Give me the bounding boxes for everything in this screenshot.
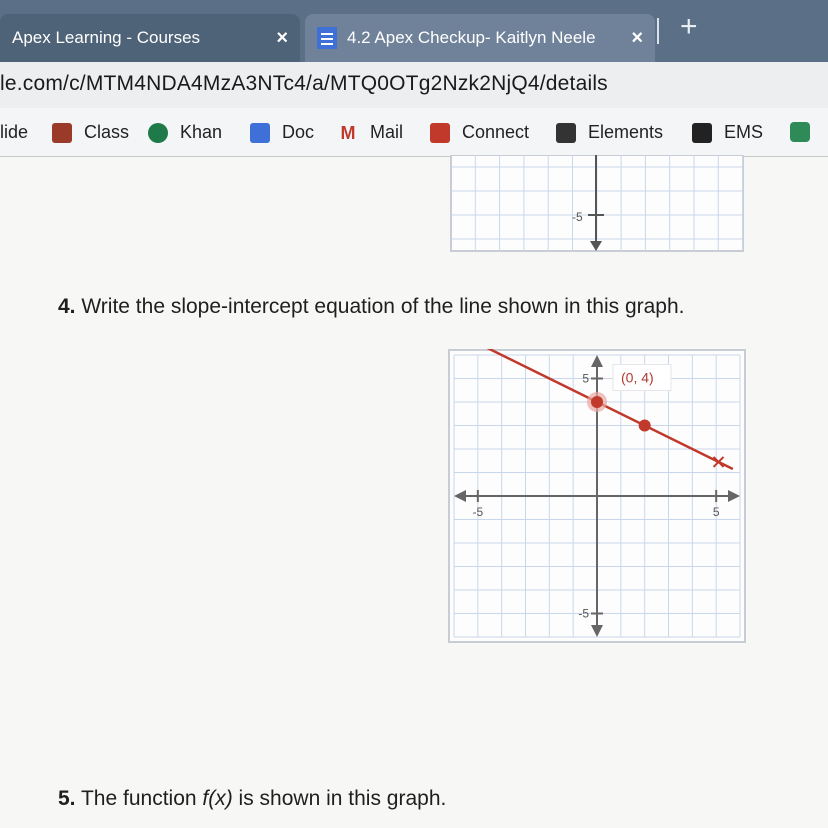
- y-tick-label-pos: 5: [582, 371, 589, 386]
- close-tab-icon[interactable]: ×: [276, 26, 288, 49]
- bookmarks-bar: [0, 108, 828, 157]
- y-tick-label-neg: -5: [578, 606, 589, 621]
- question-text-before: The function: [80, 787, 203, 810]
- tab-title: Apex Learning - Courses: [12, 28, 201, 47]
- docs-icon: [250, 123, 270, 143]
- data-point: [639, 420, 651, 432]
- tab-apex-checkup[interactable]: [305, 14, 655, 62]
- bookmark-khan[interactable]: [148, 122, 222, 143]
- connect-icon: [430, 123, 450, 143]
- bookmark-doc[interactable]: [250, 122, 314, 143]
- docs-icon: [317, 27, 337, 49]
- bookmark-label: Elements: [588, 122, 664, 142]
- bookmark-connect[interactable]: [430, 122, 529, 143]
- bookmark-label: EMS: [724, 122, 764, 142]
- cube-icon: [790, 122, 810, 142]
- bookmark-more[interactable]: [790, 122, 822, 142]
- new-tab-button[interactable]: +: [680, 10, 698, 43]
- elements-icon: [556, 123, 576, 143]
- bookmark-elements[interactable]: [556, 122, 663, 143]
- question-text: Write the slope-intercept equation of the line shown in this graph.: [81, 295, 685, 318]
- tab-strip: [0, 0, 828, 62]
- gmail-icon: M: [340, 122, 356, 143]
- question-text-after: is shown in this graph.: [232, 787, 447, 810]
- bookmark-class[interactable]: [52, 122, 129, 143]
- question-5: [58, 787, 446, 811]
- function-name: f(x): [202, 787, 233, 810]
- tab-separator: [657, 18, 659, 44]
- page-content: [0, 157, 828, 828]
- point-label-text: (0, 4): [621, 369, 654, 386]
- x-tick-label-neg: -5: [472, 505, 484, 519]
- previous-graph: [450, 155, 745, 255]
- bookmark-label: Connect: [462, 122, 530, 142]
- url-text[interactable]: le.com/c/MTM4NDA4MzA3NTc4/a/MTQ0OTg2Nzk2NjQ4/details: [0, 72, 608, 95]
- bookmark-mail[interactable]: [338, 122, 403, 143]
- tab-apex-learning[interactable]: [0, 14, 300, 62]
- classroom-icon: [52, 123, 72, 143]
- question-number: 4.: [58, 295, 76, 318]
- question-4: [58, 295, 685, 319]
- bookmark-label: Khan: [180, 122, 223, 142]
- tab-title: 4.2 Apex Checkup- Kaitlyn Neele: [347, 28, 596, 47]
- question-number: 5.: [58, 787, 76, 810]
- khan-icon: [148, 123, 168, 143]
- point-label: [613, 365, 671, 391]
- x-tick-label-pos: 5: [712, 505, 720, 519]
- bookmark-label: Mail: [370, 122, 404, 142]
- bookmark-label: lide: [0, 122, 29, 142]
- close-tab-icon[interactable]: ×: [631, 26, 643, 49]
- bookmark-label: Doc: [282, 122, 315, 142]
- bookmark-slides[interactable]: [0, 122, 28, 143]
- bookmark-label: Class: [84, 122, 130, 142]
- address-bar[interactable]: [0, 62, 828, 108]
- line-graph: [448, 349, 746, 643]
- data-point: [591, 396, 603, 408]
- ems-icon: [692, 123, 712, 143]
- y-tick-label: -5: [572, 210, 583, 224]
- bookmark-ems[interactable]: [692, 122, 763, 143]
